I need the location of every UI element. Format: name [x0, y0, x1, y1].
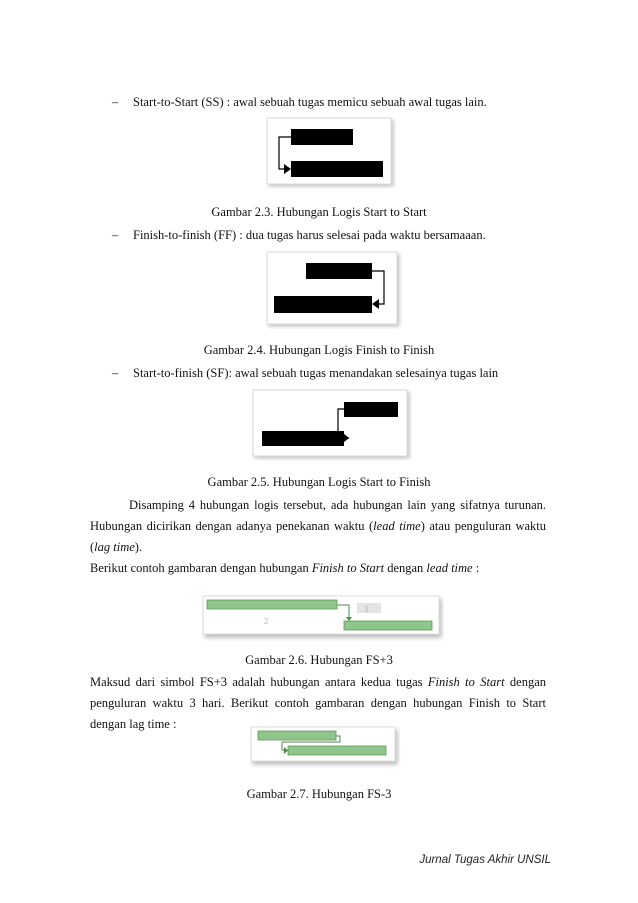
figure-start-to-finish — [252, 389, 412, 461]
text-run: Hubungan dicirikan dengan adanya penekanan waktu ( — [90, 519, 374, 533]
paragraph-line: Disamping 4 hubungan logis tersebut, ada hubungan lain yang sifatnya turunan. — [129, 498, 546, 512]
caption-fig-2-5: Gambar 2.5. Hubungan Logis Start to Finish — [207, 475, 431, 489]
emphasis: Finish to Start — [311, 561, 385, 575]
paragraph-line — [90, 672, 546, 693]
paragraph-line — [90, 558, 546, 579]
paragraph-line: penguluran waktu 3 hari. Berikut contoh gambaran dengan hubungan Finish to Start — [90, 696, 546, 710]
text-run: ) atau penguluran waktu — [420, 519, 546, 533]
paragraph-line: dengan lag time : — [90, 717, 177, 731]
caption-fig-2-7: Gambar 2.7. Hubungan FS-3 — [246, 787, 392, 801]
caption-fig-2-3: Gambar 2.3. Hubungan Logis Start to Start — [211, 205, 427, 219]
paragraph-derived-relations — [90, 495, 546, 579]
figure-frame — [253, 390, 407, 456]
text-run: dengan — [384, 561, 427, 575]
bullet-dash: – — [112, 228, 119, 242]
bullet-text: Finish-to-finish (FF) : dua tugas harus selesai pada waktu bersamaaan. — [133, 228, 486, 242]
task-bar-predecessor — [306, 263, 372, 279]
figure-fs-plus-3 — [202, 595, 444, 641]
text-run: dengan — [504, 675, 546, 689]
text-run: ). — [134, 540, 143, 554]
faint-label: 3 — [364, 605, 369, 614]
text-run: : — [472, 561, 480, 575]
emphasis-lead-time: lead time — [373, 519, 421, 533]
bullet-text: Start-to-finish (SF): awal sebuah tugas menandakan selesainya tugas lain — [133, 366, 499, 380]
bullet-dash: – — [112, 366, 119, 380]
bullet-dash: – — [112, 95, 119, 109]
faint-label: 2 — [264, 617, 269, 626]
caption-fig-2-4: Gambar 2.4. Hubungan Logis Finish to Finish — [203, 343, 435, 357]
emphasis-lag-time: lag time — [94, 540, 135, 554]
task-bar-successor — [344, 621, 432, 630]
figure-frame — [267, 252, 397, 324]
figure-fs-minus-3 — [250, 726, 400, 768]
task-bar-predecessor — [207, 600, 337, 609]
task-bar-successor — [274, 296, 372, 313]
paragraph-line — [90, 516, 546, 537]
paragraph-line — [90, 537, 546, 558]
text-run: ( — [90, 540, 95, 554]
figure-start-to-start — [266, 117, 396, 189]
task-bar-successor — [291, 161, 383, 177]
lag-shade — [357, 603, 381, 613]
emphasis: Finish to Start — [427, 675, 505, 689]
task-bar-successor — [288, 746, 386, 755]
text-run: Maksud dari simbol FS+3 adalah hubungan antara kedua tugas — [90, 675, 428, 689]
bullet-text: Start-to-Start (SS) : awal sebuah tugas memicu sebuah awal tugas lain. — [133, 95, 487, 109]
figure-finish-to-finish — [266, 251, 402, 329]
task-bar-predecessor — [258, 731, 336, 740]
caption-fig-2-6: Gambar 2.6. Hubungan FS+3 — [245, 653, 393, 667]
task-bar-predecessor — [262, 431, 344, 446]
text-run: Berikut contoh gambaran dengan hubungan — [90, 561, 312, 575]
emphasis: lead time — [426, 561, 473, 575]
task-bar-predecessor — [291, 129, 353, 145]
task-bar-successor — [344, 402, 398, 417]
page-footer: Jurnal Tugas Akhir UNSIL — [419, 854, 551, 866]
